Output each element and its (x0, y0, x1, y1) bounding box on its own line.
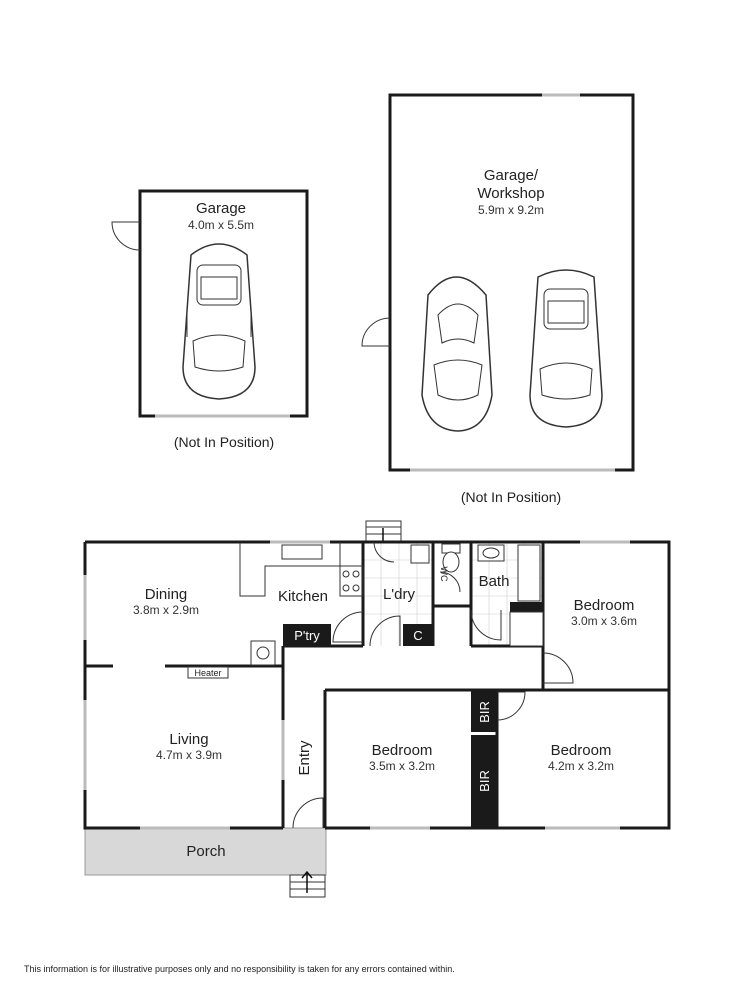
car-icon (530, 270, 602, 427)
sink-icon (282, 545, 322, 559)
bedroom2-name: Bedroom (371, 742, 433, 759)
bir-bottom-name: BIR (477, 770, 492, 792)
pantry-name: P'try (294, 628, 320, 643)
bedroom3-name: Bedroom (550, 742, 612, 759)
trough-icon (411, 545, 429, 563)
kitchen-name: Kitchen (277, 588, 329, 605)
house (85, 521, 669, 897)
shower-icon (510, 612, 543, 646)
bedroom3-dims: 4.2m x 3.2m (547, 759, 615, 773)
dining-dims: 3.8m x 2.9m (132, 603, 200, 617)
porch-name: Porch (186, 843, 226, 860)
dining-name: Dining (144, 586, 188, 603)
laundry-name: L'dry (382, 586, 416, 603)
cooktop-icon (340, 566, 363, 596)
living-name: Living (169, 731, 209, 748)
car-icon (183, 244, 255, 399)
garage-small-name: Garage (195, 200, 247, 217)
garage-large-name-line1: Garage/ (483, 167, 539, 184)
car-icon (422, 277, 492, 431)
garage-large-note: (Not In Position) (460, 489, 562, 505)
garage-small-note: (Not In Position) (173, 434, 275, 450)
basin-icon (478, 545, 504, 561)
garage-small-dims: 4.0m x 5.5m (187, 218, 255, 232)
wc-name: WC (439, 566, 449, 582)
living-dims: 4.7m x 3.9m (155, 748, 223, 762)
wall-block (510, 602, 543, 612)
bedroom2-dims: 3.5m x 3.2m (368, 759, 436, 773)
cupboard-name: C (413, 628, 423, 643)
garage-large (362, 95, 633, 505)
entry-name: Entry (296, 740, 313, 776)
bedroom1-dims: 3.0m x 3.6m (570, 614, 638, 628)
fridge-icon (251, 641, 275, 665)
bir-top-name: BIR (477, 701, 492, 723)
garage-large-side-door (362, 318, 390, 346)
bathtub-icon (518, 545, 540, 601)
garage-small (112, 191, 307, 450)
garage-large-name-line2: Workshop (477, 185, 545, 202)
bath-name: Bath (478, 573, 510, 590)
heater-name: Heater (194, 668, 222, 678)
bedroom1-name: Bedroom (573, 597, 635, 614)
garage-small-side-door (112, 222, 140, 250)
front-steps (290, 872, 325, 897)
disclaimer-text: This information is for illustrative purposes only and no responsibility is taken for any errors contained within. (24, 964, 455, 974)
garage-large-dims: 5.9m x 9.2m (477, 203, 545, 217)
